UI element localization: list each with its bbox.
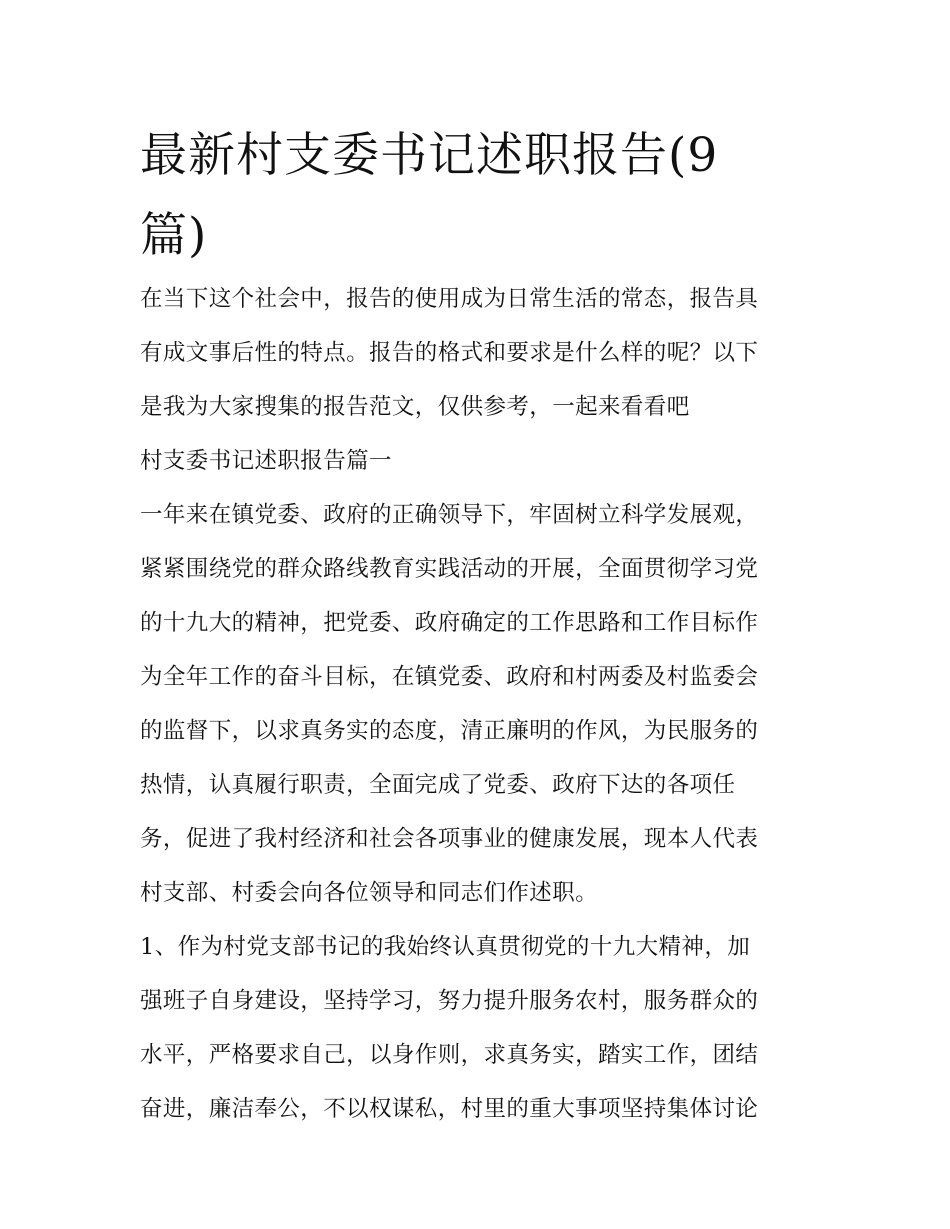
text-line: 是我为大家搜集的报告范文，仅供参考，一起来看看吧	[140, 394, 690, 420]
body-paragraph-1	[140, 488, 815, 920]
text-line: 为全年工作的奋斗目标，在镇党委、政府和村两委及村监委会	[140, 664, 759, 690]
text-line: 的监督下，以求真务实的态度，清正廉明的作风，为民服务的	[140, 718, 759, 744]
document-title	[140, 116, 820, 276]
text-line: 热情，认真履行职责，全面完成了党委、政府下达的各项任	[140, 772, 736, 798]
text-line: 务，促进了我村经济和社会各项事业的健康发展，现本人代表	[140, 826, 759, 852]
text-line: 村支部、村委会向各位领导和同志们作述职。	[140, 880, 599, 906]
text-line: 1、作为村党支部书记的我始终认真贯彻党的十九大精神，加	[140, 934, 751, 960]
text-line: 强班子自身建设，坚持学习，努力提升服务农村，服务群众的	[140, 988, 759, 1014]
section-heading: 村支委书记述职报告篇一	[140, 448, 392, 474]
text-line: 奋进，廉洁奉公，不以权谋私，村里的重大事项坚持集体讨论	[140, 1096, 759, 1122]
text-line: 在当下这个社会中，报告的使用成为日常生活的常态，报告具	[140, 286, 759, 312]
body-paragraph-2	[140, 920, 815, 1136]
text-line: 紧紧围绕党的群众路线教育实践活动的开展，全面贯彻学习党	[140, 556, 759, 582]
title-line-1: 最新村支委书记述职报告(9	[140, 128, 719, 183]
title-line-2: 篇)	[140, 208, 208, 263]
text-line: 一年来在镇党委、政府的正确领导下，牢固树立科学发展观，	[140, 502, 759, 528]
intro-paragraph	[140, 272, 815, 488]
text-line: 有成文事后性的特点。报告的格式和要求是什么样的呢？以下	[140, 340, 759, 366]
text-line: 的十九大的精神，把党委、政府确定的工作思路和工作目标作	[140, 610, 759, 636]
text-line: 水平，严格要求自己，以身作则，求真务实，踏实工作，团结	[140, 1042, 759, 1068]
